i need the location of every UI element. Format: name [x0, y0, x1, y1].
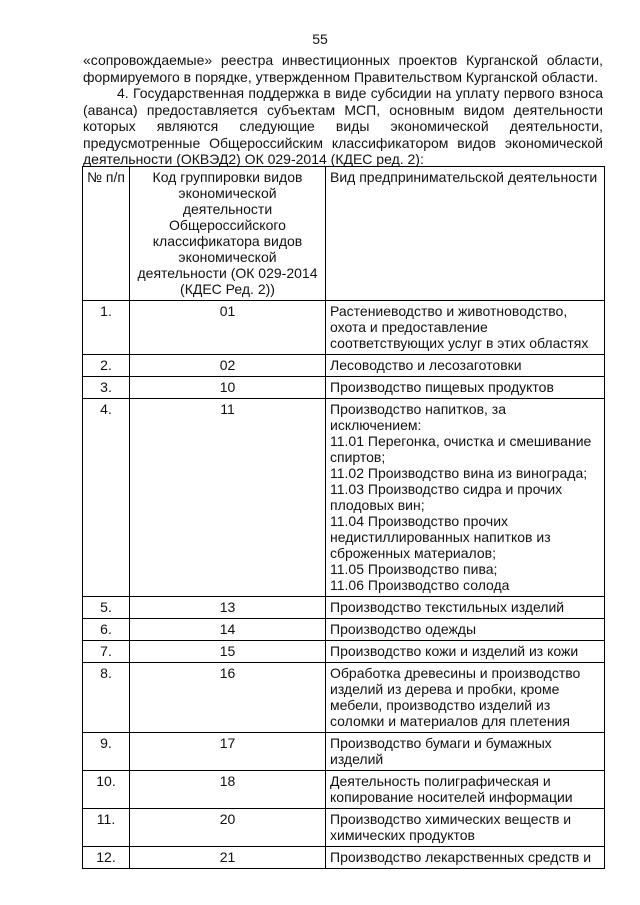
- row-number: 7.: [83, 641, 130, 663]
- table-header-row: [83, 167, 605, 301]
- row-activity: Производство одежды: [326, 619, 605, 641]
- row-activity: Обработка древесины и производство изделий из дерева и пробки, кроме мебели, производство изделий из соломки и материалов для плетения: [326, 663, 605, 733]
- row-code: 21: [130, 847, 326, 869]
- row-number: 5.: [83, 597, 130, 619]
- row-number: 10.: [83, 771, 130, 809]
- table-row: [83, 847, 605, 869]
- table-row: [83, 597, 605, 619]
- row-activity: Производство напитков, за исключением: 11.01 Перегонка, очистка и смешивание спиртов; 11.02 Производство вина из винограда; 11.03 Производство сидра и прочих плодовых вин; 11.04 Производство прочих недистиллированных напитков из сброженных материалов; 11.05 Производство пива; 11.06 Производство солода: [326, 399, 605, 597]
- row-code: 15: [130, 641, 326, 663]
- row-number: 6.: [83, 619, 130, 641]
- row-code: 01: [130, 301, 326, 355]
- row-number: 2.: [83, 355, 130, 377]
- row-code: 13: [130, 597, 326, 619]
- row-activity: Растениеводство и животноводство, охота и предоставление соответствующих услуг в этих областях: [326, 301, 605, 355]
- header-activity: Вид предпринимательской деятельности: [326, 167, 605, 301]
- row-number: 12.: [83, 847, 130, 869]
- row-number: 1.: [83, 301, 130, 355]
- row-code: 14: [130, 619, 326, 641]
- row-code: 16: [130, 663, 326, 733]
- header-code: Код группировки видов экономической деятельности Общероссийского классификатора видов экономической деятельности (ОК 029-2014 (КДЕС Ред. 2)): [130, 167, 326, 301]
- okved-table: [82, 166, 605, 869]
- table-row: [83, 733, 605, 771]
- row-activity: Производство текстильных изделий: [326, 597, 605, 619]
- row-activity: Производство химических веществ и химических продуктов: [326, 809, 605, 847]
- row-number: 11.: [83, 809, 130, 847]
- intro-paragraph-1: «сопровождаемые» реестра инвестиционных проектов Курганской области, формируемого в порядке, утвержденном Правительством Курганской области.: [83, 52, 603, 85]
- table-row: [83, 641, 605, 663]
- table-row: [83, 377, 605, 399]
- row-activity: Производство бумаги и бумажных изделий: [326, 733, 605, 771]
- intro-paragraph-2: 4. Государственная поддержка в виде субсидии на уплату первого взноса (аванса) предоставляется субъектам МСП, основным видом деятельности которых являются следующие виды экономической деятельности, предусмотренные Общероссийским классификатором видов экономической деятельности (ОКВЭД2) ОК 029-2014 (КДЕС ред. 2):: [83, 85, 603, 167]
- row-activity: Деятельность полиграфическая и копирование носителей информации: [326, 771, 605, 809]
- row-code: 10: [130, 377, 326, 399]
- row-activity: Лесоводство и лесозаготовки: [326, 355, 605, 377]
- row-number: 8.: [83, 663, 130, 733]
- table-row: [83, 663, 605, 733]
- table-row: [83, 619, 605, 641]
- row-number: 4.: [83, 399, 130, 597]
- table-row: [83, 355, 605, 377]
- header-number: № п/п: [83, 167, 130, 301]
- row-code: 17: [130, 733, 326, 771]
- row-number: 3.: [83, 377, 130, 399]
- row-code: 18: [130, 771, 326, 809]
- row-activity: Производство лекарственных средств и: [326, 847, 605, 869]
- page-number: 55: [312, 31, 328, 47]
- row-code: 02: [130, 355, 326, 377]
- intro-text: [83, 52, 603, 168]
- row-activity: Производство пищевых продуктов: [326, 377, 605, 399]
- table-row: [83, 771, 605, 809]
- table-row: [83, 301, 605, 355]
- row-code: 11: [130, 399, 326, 597]
- table-row: [83, 399, 605, 597]
- row-number: 9.: [83, 733, 130, 771]
- row-code: 20: [130, 809, 326, 847]
- row-activity: Производство кожи и изделий из кожи: [326, 641, 605, 663]
- table-row: [83, 809, 605, 847]
